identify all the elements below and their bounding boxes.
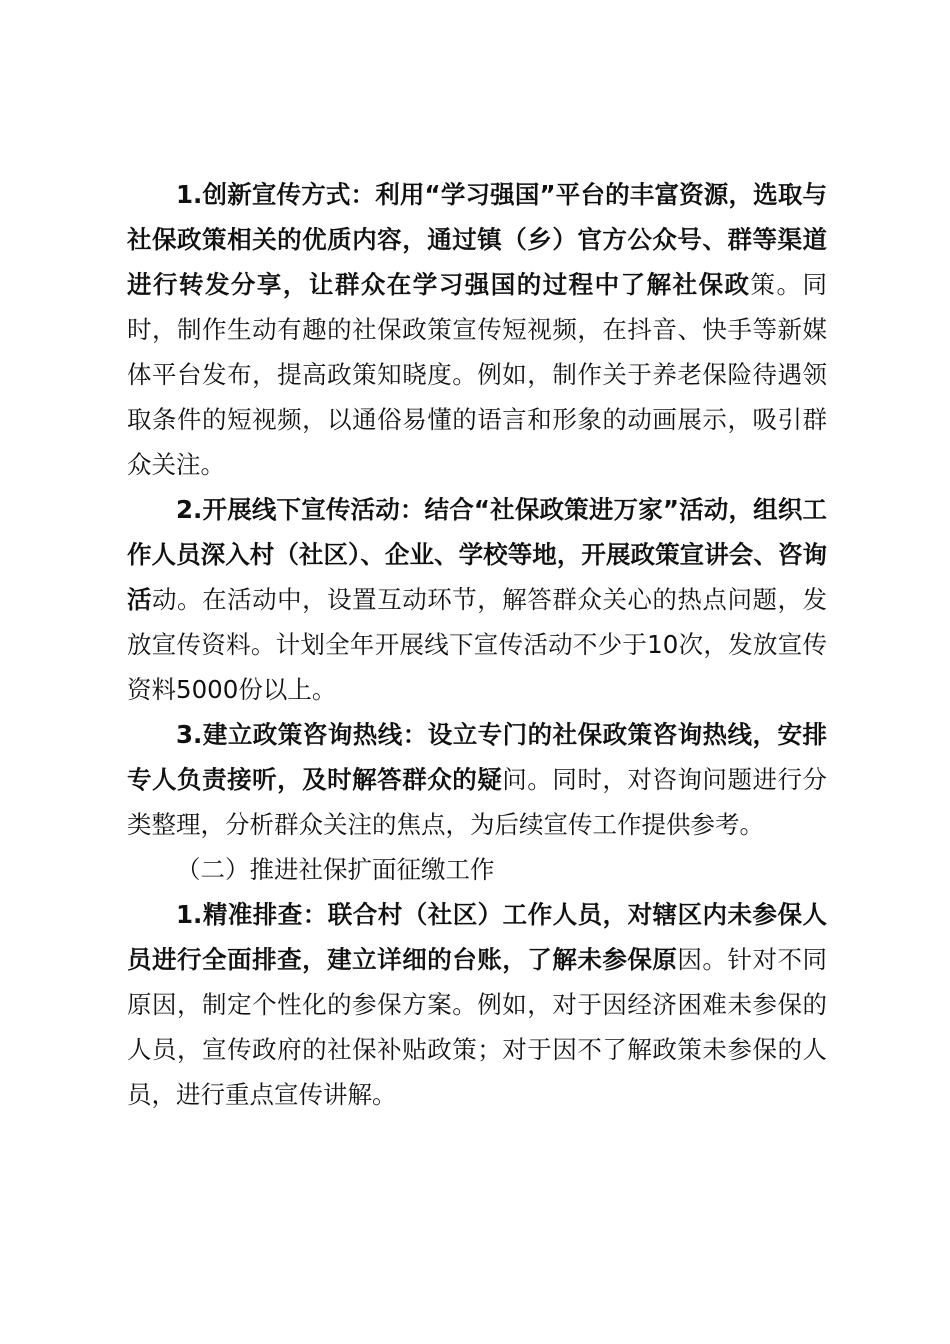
section-heading xyxy=(127,847,827,892)
paragraph-text: 因。针对不同原因，制定个性化的参保方案。例如，对于因经济困难未参保的人员，宣传政府的社保补贴政策；对于因不了解政策未参保的人员，进行重点宣传讲解。 xyxy=(127,945,827,1109)
paragraph-consult-hotline xyxy=(127,712,827,847)
paragraph-text: 问。同时，对咨询问题进行分类整理，分析群众关注的焦点，为后续宣传工作提供参考。 xyxy=(127,765,828,839)
paragraph-bold-lead: 2.开展线下宣传活动：结合“社保政策进万家”活动，组织工作人员深入村（社区）、企业、学校等地，开展政策宣讲会、咨询活 xyxy=(127,495,827,614)
paragraph-bold-lead: 1.精准排查：联合村（社区）工作人员，对辖区内未参保人员进行全面排查，建立详细的台账，了解未参保原 xyxy=(127,900,827,974)
paragraph-precise-survey xyxy=(127,892,827,1117)
paragraph-offline-activities xyxy=(127,487,827,712)
paragraph-bold-lead: 1.创新宣传方式：利用“学习强国”平台的丰富资源，选取与社保政策相关的优质内容，通过镇（乡）官方公众号、群等渠道进行转发分享，让群众在学习强国的过程中了解社保政 xyxy=(127,180,827,299)
paragraph-text: 策。同时，制作生动有趣的社保政策宣传短视频，在抖音、快手等新媒体平台发布，提高政策知晓度。例如，制作关于养老保险待遇领取条件的短视频，以通俗易懂的语言和形象的动画展示，吸引群众关注。 xyxy=(127,270,828,479)
document-body xyxy=(127,172,827,1117)
paragraph-text: 动。在活动中，设置互动环节，解答群众关心的热点问题，发放宣传资料。计划全年开展线下宣传活动不少于10次，发放宣传资料5000份以上。 xyxy=(127,585,828,704)
paragraph-innovate-publicity xyxy=(127,172,827,487)
paragraph-bold-lead: 3.建立政策咨询热线：设立专门的社保政策咨询热线，安排专人负责接听，及时解答群众的疑 xyxy=(127,720,827,794)
section-heading-text: （二）推进社保扩面征缴工作 xyxy=(176,855,495,884)
